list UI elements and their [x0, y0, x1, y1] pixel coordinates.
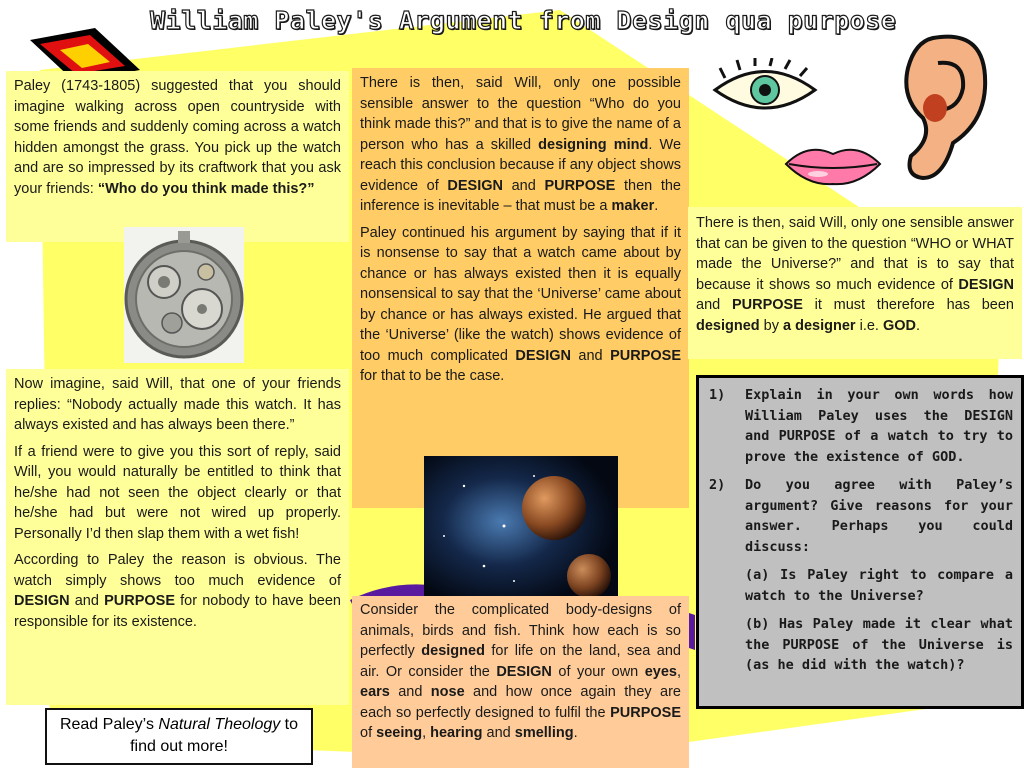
body-text: If a friend were to give you this sort of reply, said Will, you would naturally be entitled to think that he/she had not seen the object clearly or that he/she had but were not wired up properly. Personally I’d then slap them with a wet fish!: [14, 443, 341, 542]
emphasis-text: DESIGN: [447, 177, 503, 194]
emphasis-text: GOD: [882, 317, 916, 334]
emphasis-text: DESIGN: [515, 347, 571, 364]
designing-mind-para-2: [360, 223, 681, 387]
watch-intro-box: [6, 71, 349, 242]
emphasis-text: a designer: [783, 317, 856, 334]
body-text: and: [389, 684, 431, 700]
body-text: According to Paley the reason is obvious. The watch simply shows too much evidence of: [14, 552, 341, 589]
read-more-suffix: to find out more!: [130, 716, 299, 755]
emphasis-text: PURPOSE: [610, 704, 681, 721]
body-text: and: [69, 593, 105, 609]
watch-intro-quote: “Who do you think made this?”: [97, 180, 315, 197]
body-text: then the inference is inevitable – that must be a: [360, 177, 681, 214]
body-text: .: [916, 317, 921, 334]
galaxy-planet-image: [424, 456, 618, 602]
body-text: it must therefore has been: [802, 297, 1014, 313]
read-more-prefix: Read Paley’s: [59, 716, 159, 733]
question-1-number: 1): [709, 387, 726, 403]
body-text: Consider the complicated body-designs of animals, birds and fish. Think how each is so perfectly: [360, 602, 681, 659]
emphasis-text: DESIGN: [496, 663, 552, 680]
emphasis-text: smelling: [514, 725, 574, 741]
body-text: for nobody to have been responsible for its existence.: [14, 593, 341, 630]
nobody-made-para-2: [14, 442, 341, 545]
read-more-box: [45, 708, 313, 765]
eye-icon: [710, 58, 820, 120]
body-text: by: [759, 317, 784, 334]
body-text: and: [482, 725, 515, 741]
body-text: of: [360, 725, 377, 741]
question-2-number: 2): [709, 477, 726, 493]
question-2a-text: (a) Is Paley right to compare a watch to the Universe?: [745, 567, 1013, 604]
emphasis-text: PURPOSE: [104, 593, 175, 609]
emphasis-text: nose: [430, 684, 465, 700]
body-text: for life on the land, sea and air. Or consider the: [360, 643, 681, 680]
body-text: There is then, said Will, only one sensible answer that can be given to the question “WHO or WHAT made the Universe?” and that is to say that because it shows so much evidence of: [696, 215, 1014, 293]
body-text: .: [573, 725, 578, 741]
page-title: William Paley's Argument from Design qua purpose: [150, 6, 897, 35]
question-1: [709, 385, 1013, 467]
body-text: and: [696, 297, 732, 313]
question-2: [709, 475, 1013, 676]
watch-intro-text: Paley (1743-1805) suggested that you should imagine walking across open countryside with some friends and suddenly coming across a watch hidden amongst the grass. You pick up the watch and are so impressed by its craftwork that you ask your friends:: [14, 78, 341, 197]
designer-god-box: [688, 207, 1022, 359]
designing-mind-box: [352, 68, 689, 508]
nobody-made-box: [6, 369, 349, 705]
designer-god-para: [696, 213, 1014, 336]
emphasis-text: PURPOSE: [544, 177, 616, 194]
emphasis-text: PURPOSE: [610, 347, 682, 364]
body-text: i.e.: [855, 317, 883, 334]
emphasis-text: seeing: [376, 725, 423, 741]
body-text: . We reach this conclusion because if any object shows evidence of: [360, 136, 682, 194]
body-text: ,: [676, 663, 681, 680]
body-text: for that to be the case.: [360, 368, 505, 384]
emphasis-text: ears: [360, 684, 390, 700]
body-text: Paley continued his argument by saying that if it is nonsense to say that a watch came about by chance or has always existed then it is equally nonsensical to say that the ‘Universe’ came about by chance or has always existed. He argued that the ‘Universe’ (like the watch) shows evidence of too much complicated: [360, 224, 681, 364]
question-2b-text: (b) Has Paley made it clear what the PURPOSE of the Universe is (as he did with the watch)?: [745, 616, 1013, 673]
pocket-watch-image: [124, 227, 244, 363]
body-text: and how once again they are each so perfectly designed to fulfil the: [360, 684, 681, 721]
question-list: [709, 385, 1013, 676]
ear-icon: [893, 28, 993, 188]
body-text: .: [654, 198, 659, 214]
body-text: Now imagine, said Will, that one of your friends replies: “Nobody actually made this watch. It has always existed and has always been there.”: [14, 376, 341, 433]
emphasis-text: PURPOSE: [731, 297, 803, 313]
emphasis-text: designing mind: [538, 136, 649, 153]
question-1-text: Explain in your own words how William Paley uses the DESIGN and PURPOSE of a watch to try to prove the existence of GOD.: [745, 387, 1013, 465]
body-text: and: [502, 177, 545, 194]
emphasis-text: maker: [611, 198, 655, 214]
body-text: of your own: [551, 663, 645, 680]
designing-mind-para-1: [360, 73, 681, 217]
emphasis-text: designed: [696, 317, 760, 334]
body-text: ,: [422, 725, 431, 741]
lips-icon: [783, 140, 883, 188]
emphasis-text: DESIGN: [14, 593, 70, 609]
body-design-box: [352, 596, 689, 768]
body-text: and: [570, 347, 611, 364]
emphasis-text: eyes: [644, 663, 677, 680]
emphasis-text: hearing: [430, 725, 483, 741]
nobody-made-para-1: [14, 374, 341, 436]
read-more-book-title: Natural Theology: [158, 716, 281, 733]
body-design-para: [360, 600, 681, 744]
body-text: There is then, said Will, only one possible sensible answer to the question “Who do you think made this?” and that is to give the name of a person who has a skilled: [360, 75, 681, 153]
question-2-text: Do you agree with Paley’s argument? Give reasons for your answer. Perhaps you could discuss:: [745, 477, 1013, 555]
questions-box: [696, 375, 1024, 709]
emphasis-text: DESIGN: [958, 276, 1014, 293]
nobody-made-para-3: [14, 550, 341, 632]
emphasis-text: designed: [421, 643, 485, 659]
